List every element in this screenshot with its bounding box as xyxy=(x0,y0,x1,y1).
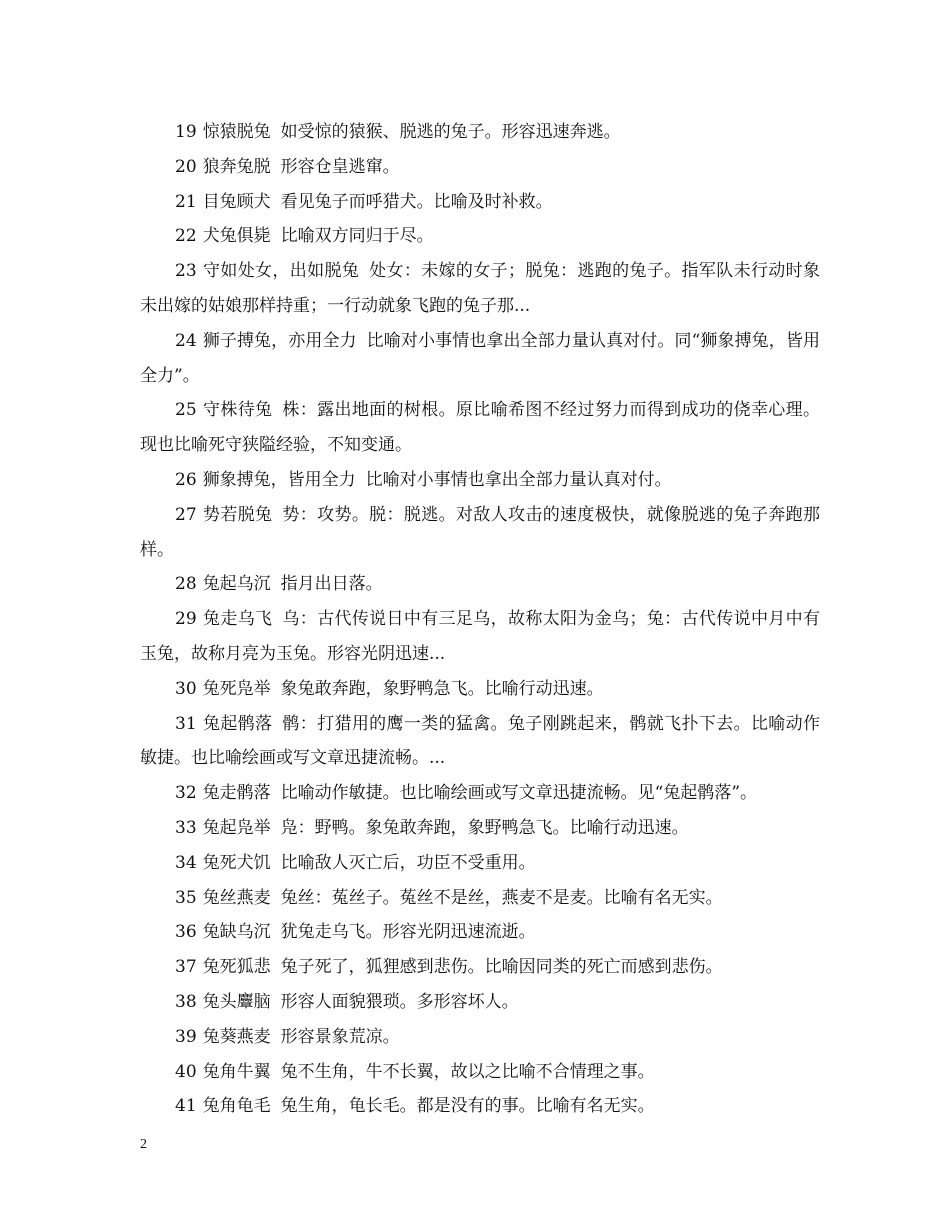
entry-term: 兔起鹘落 xyxy=(202,713,273,734)
list-item xyxy=(140,185,820,220)
entry-term: 兔死凫举 xyxy=(202,678,271,699)
entry-definition: 鹘：打猎用的鹰一类的猛禽。兔子刚跳起来，鹘就飞扑下去。比喻动作敏捷。也比喻绘画或写文章迅捷流畅。... xyxy=(140,713,820,769)
entry-term: 兔走乌飞 xyxy=(202,609,273,630)
list-item xyxy=(140,846,820,881)
list-item xyxy=(140,393,820,463)
entry-definition: 形容人面貌猥琐。多形容坏人。 xyxy=(280,991,519,1012)
entry-definition: 乌：古代传说日中有三足乌，故称太阳为金乌；兔：古代传说中月中有玉兔，故称月亮为玉兔。形容光阴迅速... xyxy=(140,609,820,664)
entry-term: 惊猿脱兔 xyxy=(202,122,271,142)
entry-definition: 比喻双方同归于尽。 xyxy=(280,226,434,247)
page-number: 2 xyxy=(140,1137,147,1152)
list-item xyxy=(140,463,820,498)
entry-definition: 比喻对小事情也拿出全部力量认真对付。 xyxy=(365,469,672,490)
entry-definition: 看见兔子而呼猎犬。比喻及时补救。 xyxy=(280,191,553,212)
entry-number: 40 xyxy=(175,1061,197,1082)
entry-term: 守如处女，出如脱兔 xyxy=(202,261,360,282)
list-item xyxy=(140,811,820,846)
list-item xyxy=(140,115,820,150)
entry-number: 27 xyxy=(175,504,197,525)
entry-term: 兔走鹘落 xyxy=(202,783,271,804)
list-item xyxy=(140,707,820,777)
entry-definition: 犹兔走乌飞。形容光阴迅速流逝。 xyxy=(280,922,536,943)
entry-number: 20 xyxy=(175,156,197,177)
entry-number: 26 xyxy=(175,469,197,490)
entry-term: 狮象搏兔，皆用全力 xyxy=(202,469,356,490)
entry-number: 34 xyxy=(175,852,197,873)
list-item xyxy=(140,219,820,254)
entry-number: 38 xyxy=(175,991,197,1012)
list-item xyxy=(140,1055,820,1090)
entry-definition: 形容景象荒凉。 xyxy=(280,1026,400,1047)
list-item xyxy=(140,254,820,324)
entry-number: 19 xyxy=(175,122,197,142)
list-item xyxy=(140,950,820,985)
entry-term: 狼奔兔脱 xyxy=(202,156,271,177)
entry-definition: 株：露出地面的树根。原比喻希图不经过努力而得到成功的侥幸心理。现也比喻死守狭隘经验，不知变通。 xyxy=(140,400,820,456)
entry-definition: 形容仓皇逃窜。 xyxy=(280,156,400,177)
list-item xyxy=(140,1020,820,1055)
entry-definition: 象兔敢奔跑，象野鸭急飞。比喻行动迅速。 xyxy=(280,678,604,699)
list-item xyxy=(140,498,820,568)
entry-number: 35 xyxy=(175,887,197,908)
entry-term: 兔缺乌沉 xyxy=(202,922,271,943)
entry-number: 41 xyxy=(175,1096,197,1117)
entry-term: 兔角牛翼 xyxy=(202,1061,271,1082)
entry-definition: 比喻动作敏捷。也比喻绘画或写文章迅捷流畅。见“兔起鹘落”。 xyxy=(280,783,758,804)
entry-definition: 指月出日落。 xyxy=(280,574,383,595)
entry-number: 31 xyxy=(175,713,197,734)
entry-term: 目兔顾犬 xyxy=(202,191,271,212)
entry-number: 25 xyxy=(175,400,197,421)
entry-term: 狮子搏兔，亦用全力 xyxy=(202,330,357,351)
entry-definition: 比喻敌人灭亡后，功臣不受重用。 xyxy=(280,852,536,873)
entry-term: 势若脱兔 xyxy=(202,504,273,525)
entry-number: 21 xyxy=(175,191,197,212)
entry-definition: 如受惊的猿猴、脱逃的兔子。形容迅速奔逃。 xyxy=(280,122,621,142)
entry-term: 兔葵燕麦 xyxy=(202,1026,271,1047)
entry-number: 36 xyxy=(175,922,197,943)
list-item xyxy=(140,150,820,185)
entry-number: 24 xyxy=(175,330,197,351)
entry-number: 28 xyxy=(175,574,197,595)
entry-definition: 兔生角，龟长毛。都是没有的事。比喻有名无实。 xyxy=(280,1096,655,1117)
idiom-list xyxy=(140,115,820,1124)
entry-number: 33 xyxy=(175,817,197,838)
entry-number: 37 xyxy=(175,957,197,978)
list-item xyxy=(140,672,820,707)
list-item xyxy=(140,985,820,1020)
entry-term: 犬兔俱毙 xyxy=(202,226,271,247)
entry-term: 守株待兔 xyxy=(202,400,273,421)
entry-definition: 兔不生角，牛不长翼，故以之比喻不合情理之事。 xyxy=(280,1061,655,1082)
list-item xyxy=(140,881,820,916)
entry-term: 兔起凫举 xyxy=(202,817,271,838)
entry-number: 29 xyxy=(175,609,197,630)
entry-number: 32 xyxy=(175,783,197,804)
entry-definition: 兔子死了，狐狸感到悲伤。比喻因同类的死亡而感到悲伤。 xyxy=(280,957,723,978)
list-item xyxy=(140,1089,820,1124)
list-item xyxy=(140,602,820,672)
entry-number: 30 xyxy=(175,678,197,699)
entry-term: 兔角龟毛 xyxy=(202,1096,271,1117)
entry-term: 兔丝燕麦 xyxy=(202,887,271,908)
list-item xyxy=(140,567,820,602)
entry-number: 22 xyxy=(175,226,197,247)
list-item xyxy=(140,324,820,394)
entry-term: 兔死犬饥 xyxy=(202,852,271,873)
entry-number: 23 xyxy=(175,261,197,282)
list-item xyxy=(140,915,820,950)
entry-term: 兔起乌沉 xyxy=(202,574,271,595)
entry-definition: 凫：野鸭。象兔敢奔跑，象野鸭急飞。比喻行动迅速。 xyxy=(280,817,689,838)
entry-number: 39 xyxy=(175,1026,197,1047)
entry-term: 兔头麞脑 xyxy=(202,991,271,1012)
entry-term: 兔死狐悲 xyxy=(202,957,271,978)
entry-definition: 比喻对小事情也拿出全部力量认真对付。同“狮象搏兔，皆用全力”。 xyxy=(140,330,820,386)
entry-definition: 处女：未嫁的女子；脱兔：逃跑的兔子。指军队未行动时象未出嫁的姑娘那样持重；一行动就象飞跑的兔子那... xyxy=(140,261,820,316)
entry-definition: 势：攻势。脱：脱逃。对敌人攻击的速度极快，就像脱逃的兔子奔跑那样。 xyxy=(140,504,820,560)
entry-definition: 兔丝：菟丝子。菟丝不是丝，燕麦不是麦。比喻有名无实。 xyxy=(280,887,723,908)
list-item xyxy=(140,776,820,811)
